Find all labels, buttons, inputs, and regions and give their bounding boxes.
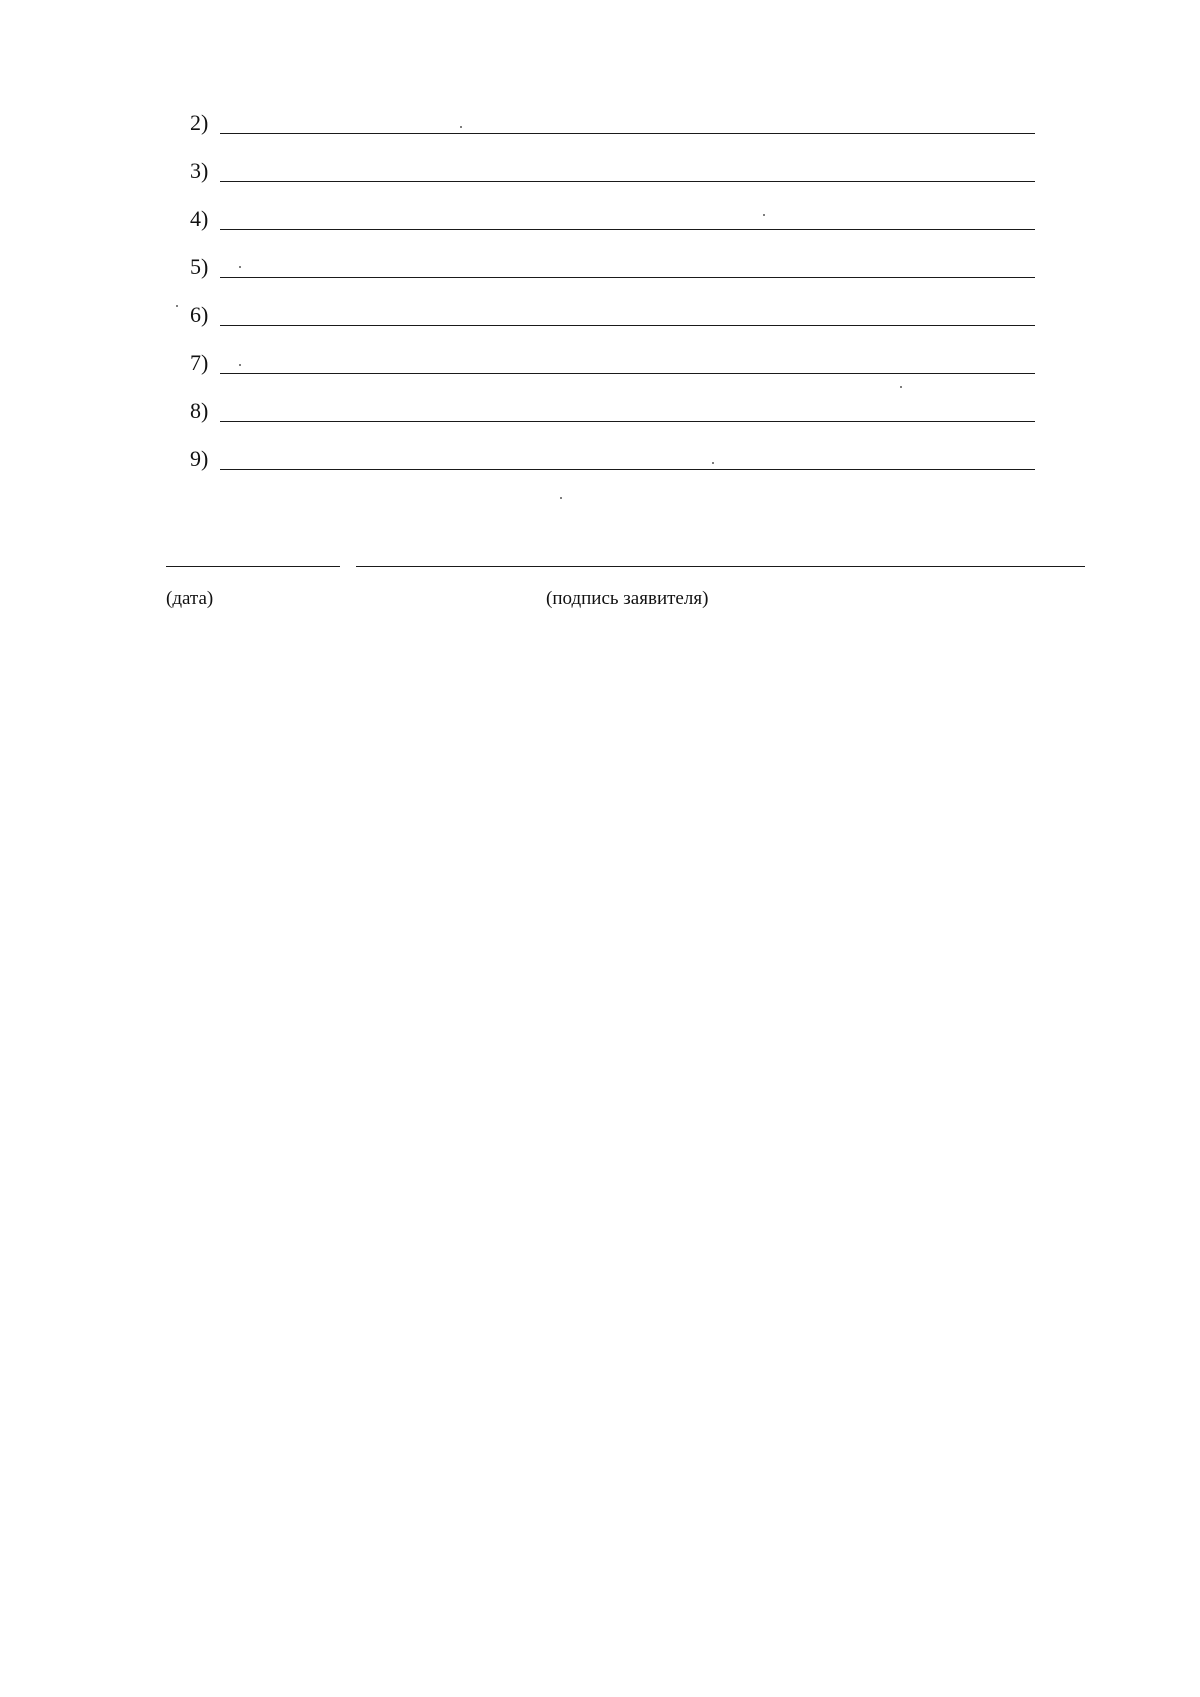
blank-line: [220, 421, 1035, 422]
scan-speck: [239, 364, 241, 366]
item-number: 5): [190, 254, 209, 279]
list-item: [190, 196, 1035, 230]
scan-speck: [239, 266, 241, 268]
list-item: [190, 292, 1035, 326]
blank-line: [220, 469, 1035, 470]
blank-line: [220, 277, 1035, 278]
date-line: [166, 566, 340, 567]
item-number: 3): [190, 158, 209, 183]
scan-speck: [460, 126, 462, 128]
signature-line: [356, 566, 1085, 567]
item-number: 2): [190, 110, 209, 135]
scan-speck: [560, 497, 562, 499]
list-item: [190, 100, 1035, 134]
list-item: [190, 340, 1035, 374]
date-caption: (дата): [166, 588, 214, 609]
blank-line: [220, 133, 1035, 134]
scan-speck: [763, 214, 765, 216]
signature-block: [0, 550, 1200, 630]
blank-line: [220, 229, 1035, 230]
blank-line: [220, 373, 1035, 374]
item-number: 9): [190, 446, 209, 471]
item-number: 6): [190, 302, 209, 327]
scan-speck: [712, 462, 714, 464]
list-item: [190, 388, 1035, 422]
scan-speck: [176, 305, 178, 307]
list-item: [190, 148, 1035, 182]
blank-line: [220, 325, 1035, 326]
item-number: 7): [190, 350, 209, 375]
item-number: 4): [190, 206, 209, 231]
list-item: [190, 244, 1035, 278]
blank-line: [220, 181, 1035, 182]
list-item: [190, 436, 1035, 470]
scan-speck: [900, 386, 902, 388]
item-number: 8): [190, 398, 209, 423]
signature-caption: (подпись заявителя): [546, 588, 709, 609]
